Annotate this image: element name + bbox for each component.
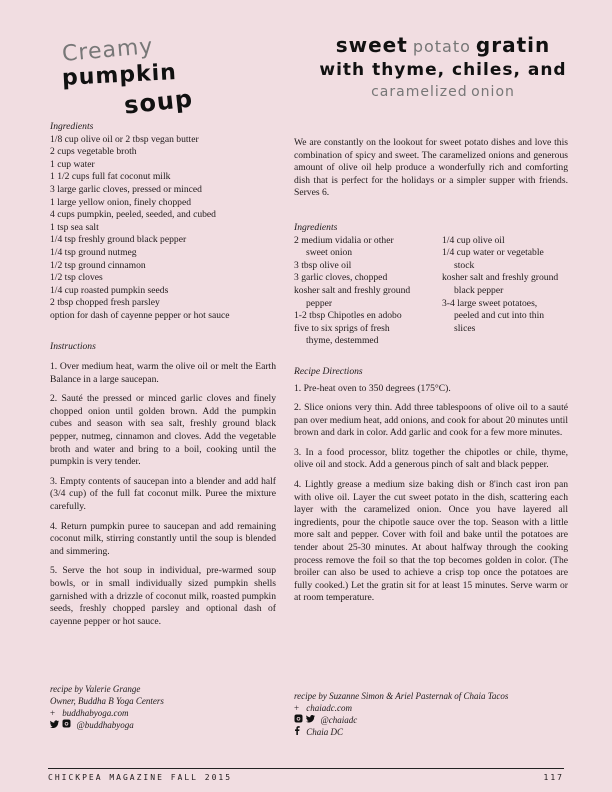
left-column	[50, 121, 276, 635]
list-item: 3-4 large sweet potatoes,	[442, 297, 538, 309]
right-credit-fb-row	[294, 726, 568, 738]
left-title-light: Creamy	[61, 34, 155, 67]
right-title-potato: potato	[412, 37, 471, 56]
twitter-icon[interactable]	[50, 719, 60, 731]
instruction-step: 1. Over medium heat, warm the olive oil or melt the Earth Balance in a large saucepan.	[50, 361, 276, 385]
right-credit	[294, 690, 568, 738]
twitter-icon[interactable]	[306, 714, 316, 726]
left-ingredients-list	[50, 134, 276, 323]
list-item: 1 cup water	[50, 158, 95, 170]
right-ingredients-grid	[294, 235, 568, 348]
right-credit-web-row	[294, 702, 568, 714]
list-item: 1/2 tsp ground cinnamon	[50, 259, 146, 271]
direction-step: 4. Lightly grease a medium size baking dish or 8'inch cast iron pan with olive oil. Layer the cut sweet potato in the dish, scattering each layer with the caramelized onion. Once you have layered all ingredients, pour the chipotle sauce over the top. Season with a little more salt and pepper. Cover with foil and bake until the potatoes are tender about 25-30 minutes. At about halfway through the cooking process remove the foil so that the top becomes golden in color. (The broiler can also be used to achieve a crisp top once the potatoes are fully cooked.) Let the gratin sit for at least 15 minutes. Serve warm or at room temperature.	[294, 479, 568, 604]
list-item: 2 medium vidalia or other	[294, 234, 394, 246]
right-credit-author: recipe by Suzanne Simon & Ariel Pasternak of Chaia Tacos	[294, 691, 509, 701]
list-item: 4 cups pumpkin, peeled, seeded, and cubed	[50, 209, 216, 221]
right-credit-web[interactable]: chaiadc.com	[306, 703, 352, 713]
list-item: slices	[454, 322, 476, 334]
list-item: 1/4 tsp ground nutmeg	[50, 246, 137, 258]
direction-step: 2. Slice onions very thin. Add three tablespoons of olive oil to a sauté pan over medium heat, add onions, and cook for about 20 minutes until brown and dark in color. Add garlic and cook for a few more minutes.	[294, 402, 568, 439]
right-title-sweet: sweet	[335, 33, 408, 57]
list-item: peeled and cut into thin	[454, 310, 545, 322]
right-credit-social[interactable]: @chaiadc	[320, 715, 358, 725]
right-intro: We are constantly on the lookout for sweet potato dishes and love this combination of spicy and sweet. The caramelized onions and generous amount of olive oil help produce a wonderfully rich and comforting dish that is perfect for the holidays or a simpler supper with friends. Serves 6.	[294, 137, 568, 199]
left-credit-social[interactable]: @buddhabyoga	[76, 720, 134, 730]
left-credit-web-row	[50, 707, 276, 719]
right-column	[294, 137, 568, 612]
right-ingredients-col2	[442, 235, 568, 348]
list-item: 1 large yellow onion, finely chopped	[50, 196, 192, 208]
list-item: 1/4 tsp freshly ground black pepper	[50, 234, 187, 246]
direction-step: 1. Pre-heat oven to 350 degrees (175°C).	[294, 382, 451, 394]
instruction-step: 3. Empty contents of saucepan into a blender and add half (3/4 cup) of the full fat coconut milk. Puree the mixture carefully.	[50, 475, 276, 513]
list-item: 2 tbsp chopped fresh parsley	[50, 297, 160, 309]
instruction-step: 4. Return pumpkin puree to saucepan and add remaining coconut milk, stirring constantly until the soup is blended and simmering.	[50, 520, 276, 557]
left-credit-title: Owner, Buddha B Yoga Centers	[50, 696, 164, 706]
list-item: thyme, destemmed	[306, 335, 379, 347]
instagram-icon[interactable]	[62, 719, 72, 731]
left-ingredients-heading: Ingredients	[50, 121, 94, 132]
right-title	[318, 34, 568, 103]
right-directions-heading: Recipe Directions	[294, 365, 363, 377]
left-credit-web[interactable]: buddhabyoga.com	[62, 708, 129, 718]
list-item: 1/4 cup olive oil	[442, 234, 505, 246]
list-item: 1/8 cup olive oil or 2 tbsp vegan butter	[50, 133, 199, 145]
footer-rule	[48, 768, 564, 769]
list-item: 3 large garlic cloves, pressed or minced	[50, 183, 202, 195]
instruction-step: 2. Sauté the pressed or minced garlic cloves and finely chopped onion until golden brown. Add the pumpkin cubes and season with sea salt, freshly ground black pepper, nutmeg, cinnamon and cloves. Add the vegetable broth and water and bring to a boil, cooking until the pumpkin is very tender.	[50, 393, 276, 468]
list-item: 2 cups vegetable broth	[50, 146, 137, 158]
plus-icon: +	[294, 703, 300, 713]
left-title-bold: pumpkin	[61, 60, 178, 91]
footer-magazine: CHICKPEA MAGAZINE FALL 2015	[48, 773, 233, 782]
left-credit-author: recipe by Valerie Grange	[50, 684, 141, 694]
right-title-gratin: gratin	[475, 33, 551, 57]
list-item: sweet onion	[306, 247, 353, 259]
plus-icon: +	[50, 708, 56, 718]
right-title-line2: with thyme, chiles, and	[319, 60, 567, 80]
list-item: kosher salt and freshly ground	[294, 284, 411, 296]
list-item: 1-2 tbsp Chipotles en adobo	[294, 310, 402, 322]
list-item: 1/2 tsp cloves	[50, 272, 103, 284]
left-title-bold2: soup	[122, 84, 195, 120]
list-item: kosher salt and freshly ground	[442, 272, 559, 284]
list-item: option for dash of cayenne pepper or hot sauce	[50, 309, 230, 321]
list-item: 1/4 cup roasted pumpkin seeds	[50, 284, 169, 296]
list-item: five to six sprigs of fresh	[294, 322, 390, 334]
footer-page-number: 117	[543, 773, 564, 782]
direction-step: 3. In a food processor, blitz together the chipotles or chile, thyme, olive oil and stock. Add a generous pinch of salt and black pepper.	[294, 446, 568, 471]
list-item: 1 tsp sea salt	[50, 221, 99, 233]
instruction-step: 5. Serve the hot soup in individual, pre-warmed soup bowls, or in small individually sized pumpkin shells garnished with a drizzle of coconut milk, roasted pumpkin seeds, freshly chopped parsley and optional dash of cayenne pepper or hot sauce.	[50, 565, 276, 627]
left-instructions-heading: Instructions	[50, 340, 96, 352]
right-credit-social-row	[294, 714, 568, 726]
list-item: black pepper	[454, 284, 504, 296]
facebook-icon[interactable]	[294, 726, 304, 738]
left-title	[61, 34, 262, 120]
list-item: 3 tbsp olive oil	[294, 259, 352, 271]
right-title-onion: onion	[471, 84, 515, 100]
instagram-icon[interactable]	[294, 714, 304, 726]
list-item: stock	[454, 259, 475, 271]
right-title-caramelized: caramelized	[371, 84, 468, 100]
list-item: 3 garlic cloves, chopped	[294, 272, 388, 284]
list-item: 1/4 cup water or vegetable	[442, 247, 544, 259]
left-credit	[50, 683, 276, 731]
right-ingredients-col1	[294, 235, 442, 348]
right-ingredients-heading: Ingredients	[294, 221, 338, 233]
left-credit-social-row	[50, 719, 276, 731]
list-item: pepper	[306, 297, 333, 309]
right-credit-fb[interactable]: Chaia DC	[306, 727, 344, 737]
list-item: 1 1/2 cups full fat coconut milk	[50, 171, 171, 183]
